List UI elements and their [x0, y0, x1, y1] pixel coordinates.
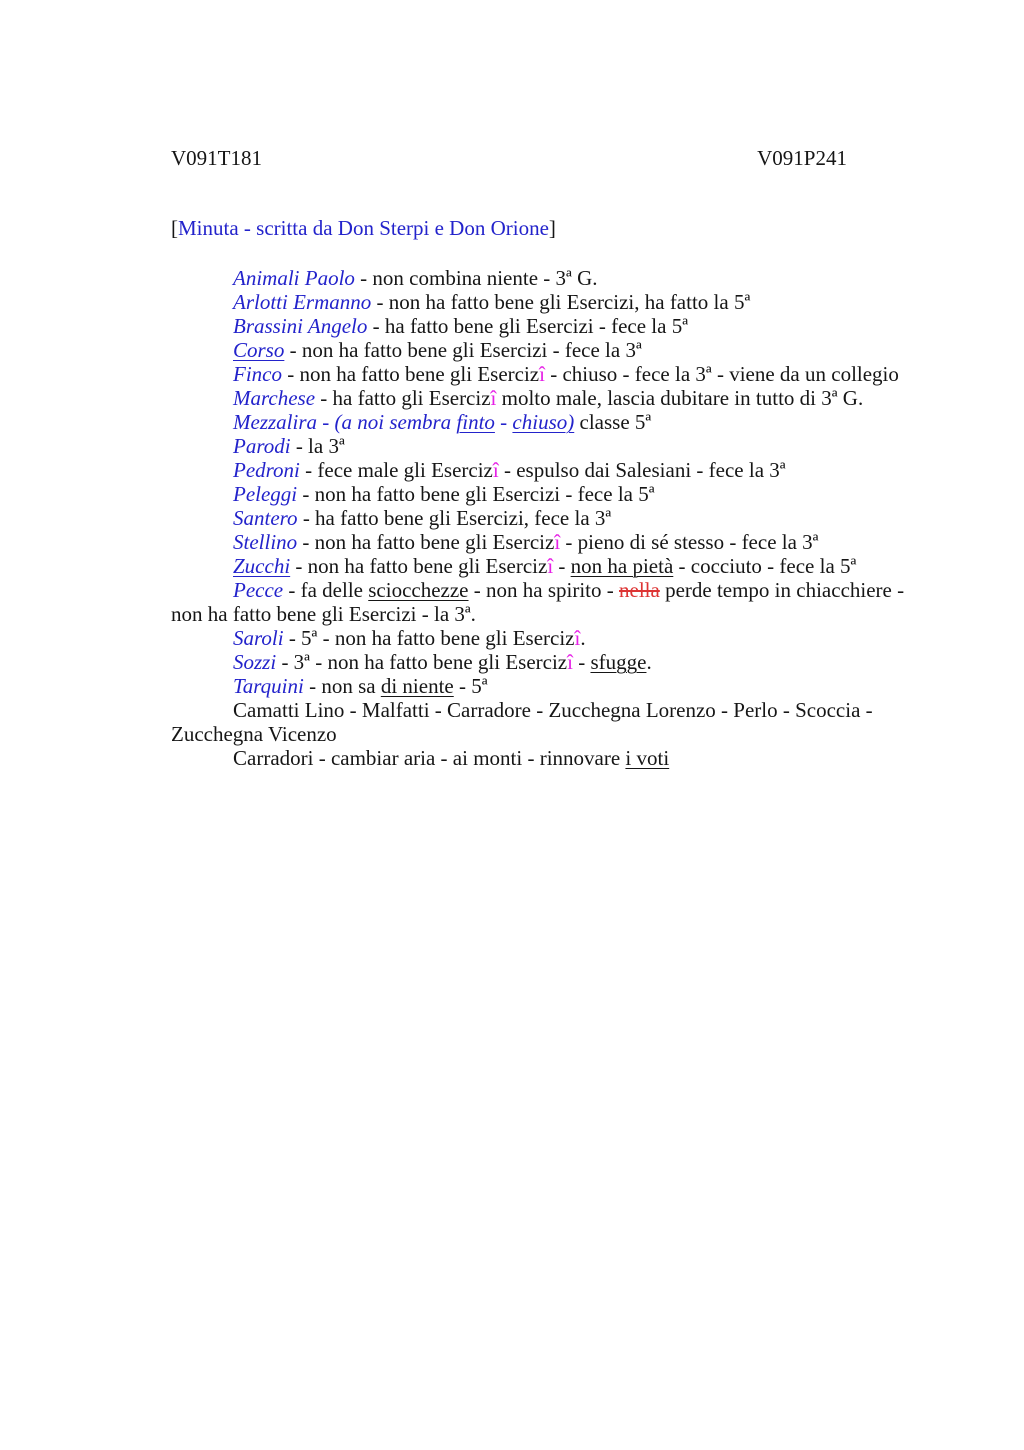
- text-segment: - non ha fatto bene gli Eserciz: [290, 554, 548, 578]
- circumflex-mark: î: [547, 554, 554, 578]
- student-name: Tarquini: [233, 674, 304, 698]
- text-segment: Camatti Lino - Malfatti - Carradore - Zucchegna Lorenzo - Perlo - Scoccia -: [233, 698, 873, 722]
- text-segment: Carradori - cambiar aria - ai monti - rinnovare: [233, 746, 626, 770]
- circumflex-mark: î: [554, 530, 561, 554]
- text-segment: - non ha fatto bene gli Eserciz: [281, 362, 540, 386]
- student-name: Marchese: [233, 386, 316, 410]
- text-segment: molto male, lascia dubitare in tutto di 3ª G.: [496, 386, 864, 410]
- header-code-left: V091T181: [171, 146, 262, 170]
- text-segment: - non ha fatto bene gli Esercizi, ha fatto la 5ª: [371, 290, 751, 314]
- document-line: [171, 650, 924, 674]
- text-segment: .: [580, 626, 586, 650]
- student-name: Brassini Angelo: [233, 314, 368, 338]
- text-segment: classe 5ª: [574, 410, 652, 434]
- document-line: [171, 722, 924, 746]
- text-segment: - non ha fatto bene gli Eserciz: [297, 530, 555, 554]
- student-name: Corso: [233, 338, 285, 362]
- text-segment: .: [646, 650, 652, 674]
- student-name: Animali Paolo: [233, 266, 355, 290]
- student-name: Mezzalira - (a noi sembra: [233, 410, 457, 434]
- document-title: [171, 216, 924, 240]
- text-segment: - la 3ª: [290, 434, 345, 458]
- title-bracket-open: [: [171, 216, 178, 240]
- text-segment: - non sa: [303, 674, 381, 698]
- document-line: [171, 578, 924, 602]
- circumflex-mark: î: [490, 386, 497, 410]
- text-segment: - fa delle: [283, 578, 369, 602]
- header-code-right: V091P241: [757, 146, 847, 170]
- circumflex-mark: î: [492, 458, 499, 482]
- document-line: [171, 386, 924, 410]
- title-bracket-close: ]: [548, 216, 556, 240]
- document-line: [171, 626, 924, 650]
- document-line: [171, 602, 924, 626]
- text-segment: sfugge: [590, 650, 647, 674]
- student-name: Saroli: [233, 626, 284, 650]
- text-segment: chiuso): [512, 410, 575, 434]
- document-line: [171, 674, 924, 698]
- document-line: [171, 410, 924, 434]
- document-line: [171, 746, 924, 770]
- text-segment: perde tempo in chiacchiere -: [659, 578, 905, 602]
- text-segment: - ha fatto gli Eserciz: [315, 386, 491, 410]
- text-segment: - espulso dai Salesiani - fece la 3ª: [498, 458, 786, 482]
- title-text: Minuta - scritta da Don Sterpi e Don Orione: [178, 216, 549, 240]
- document-line: [171, 482, 924, 506]
- document-body: [171, 266, 924, 770]
- student-name: Finco: [233, 362, 282, 386]
- text-segment: - 5ª: [453, 674, 488, 698]
- text-segment: - ha fatto bene gli Esercizi - fece la 5ª: [367, 314, 689, 338]
- document-line: [171, 554, 924, 578]
- student-name: Stellino: [233, 530, 298, 554]
- text-segment: i voti: [625, 746, 670, 770]
- document-line: [171, 698, 924, 722]
- page-header: [171, 146, 847, 170]
- text-segment: - non combina niente - 3ª G.: [354, 266, 598, 290]
- text-segment: - fece male gli Eserciz: [299, 458, 493, 482]
- document-line: [171, 362, 924, 386]
- student-name: Arlotti Ermanno: [233, 290, 372, 314]
- text-segment: - non ha spirito -: [468, 578, 619, 602]
- student-name: Peleggi: [233, 482, 298, 506]
- student-name: Santero: [233, 506, 298, 530]
- text-segment: -: [494, 410, 513, 434]
- text-segment: -: [553, 554, 571, 578]
- circumflex-mark: î: [567, 650, 573, 674]
- document-line: [171, 530, 924, 554]
- student-name: Parodi: [233, 434, 291, 458]
- text-segment: di niente: [380, 674, 454, 698]
- text-segment: - non ha fatto bene gli Esercizi - fece la 5ª: [297, 482, 655, 506]
- text-segment: -: [572, 650, 591, 674]
- text-segment: - chiuso - fece la 3ª - viene da un collegio: [544, 362, 899, 386]
- text-segment: non ha fatto bene gli Esercizi - la 3ª.: [171, 602, 476, 626]
- document-line: [171, 266, 924, 290]
- text-segment: sciocchezze: [368, 578, 469, 602]
- deleted-word: nella: [619, 578, 660, 602]
- text-segment: - non ha fatto bene gli Esercizi - fece la 3ª: [284, 338, 642, 362]
- text-segment: - pieno di sé stesso - fece la 3ª: [560, 530, 819, 554]
- student-name: Pedroni: [233, 458, 300, 482]
- text-segment: Zucchegna Vicenzo: [171, 722, 337, 746]
- text-segment: - cocciuto - fece la 5ª: [673, 554, 857, 578]
- student-name: Pecce: [233, 578, 284, 602]
- text-segment: - 3ª - non ha fatto bene gli Eserciz: [276, 650, 568, 674]
- document-line: [171, 458, 924, 482]
- student-name: Zucchi: [233, 554, 291, 578]
- text-segment: finto: [456, 410, 495, 434]
- text-segment: - 5ª - non ha fatto bene gli Eserciz: [283, 626, 575, 650]
- circumflex-mark: î: [539, 362, 545, 386]
- document-line: [171, 434, 924, 458]
- document-line: [171, 338, 924, 362]
- student-name: Sozzi: [233, 650, 277, 674]
- document-line: [171, 290, 924, 314]
- document-line: [171, 506, 924, 530]
- text-segment: - ha fatto bene gli Esercizi, fece la 3ª: [297, 506, 612, 530]
- circumflex-mark: î: [574, 626, 581, 650]
- document-line: [171, 314, 924, 338]
- text-segment: non ha pietà: [570, 554, 674, 578]
